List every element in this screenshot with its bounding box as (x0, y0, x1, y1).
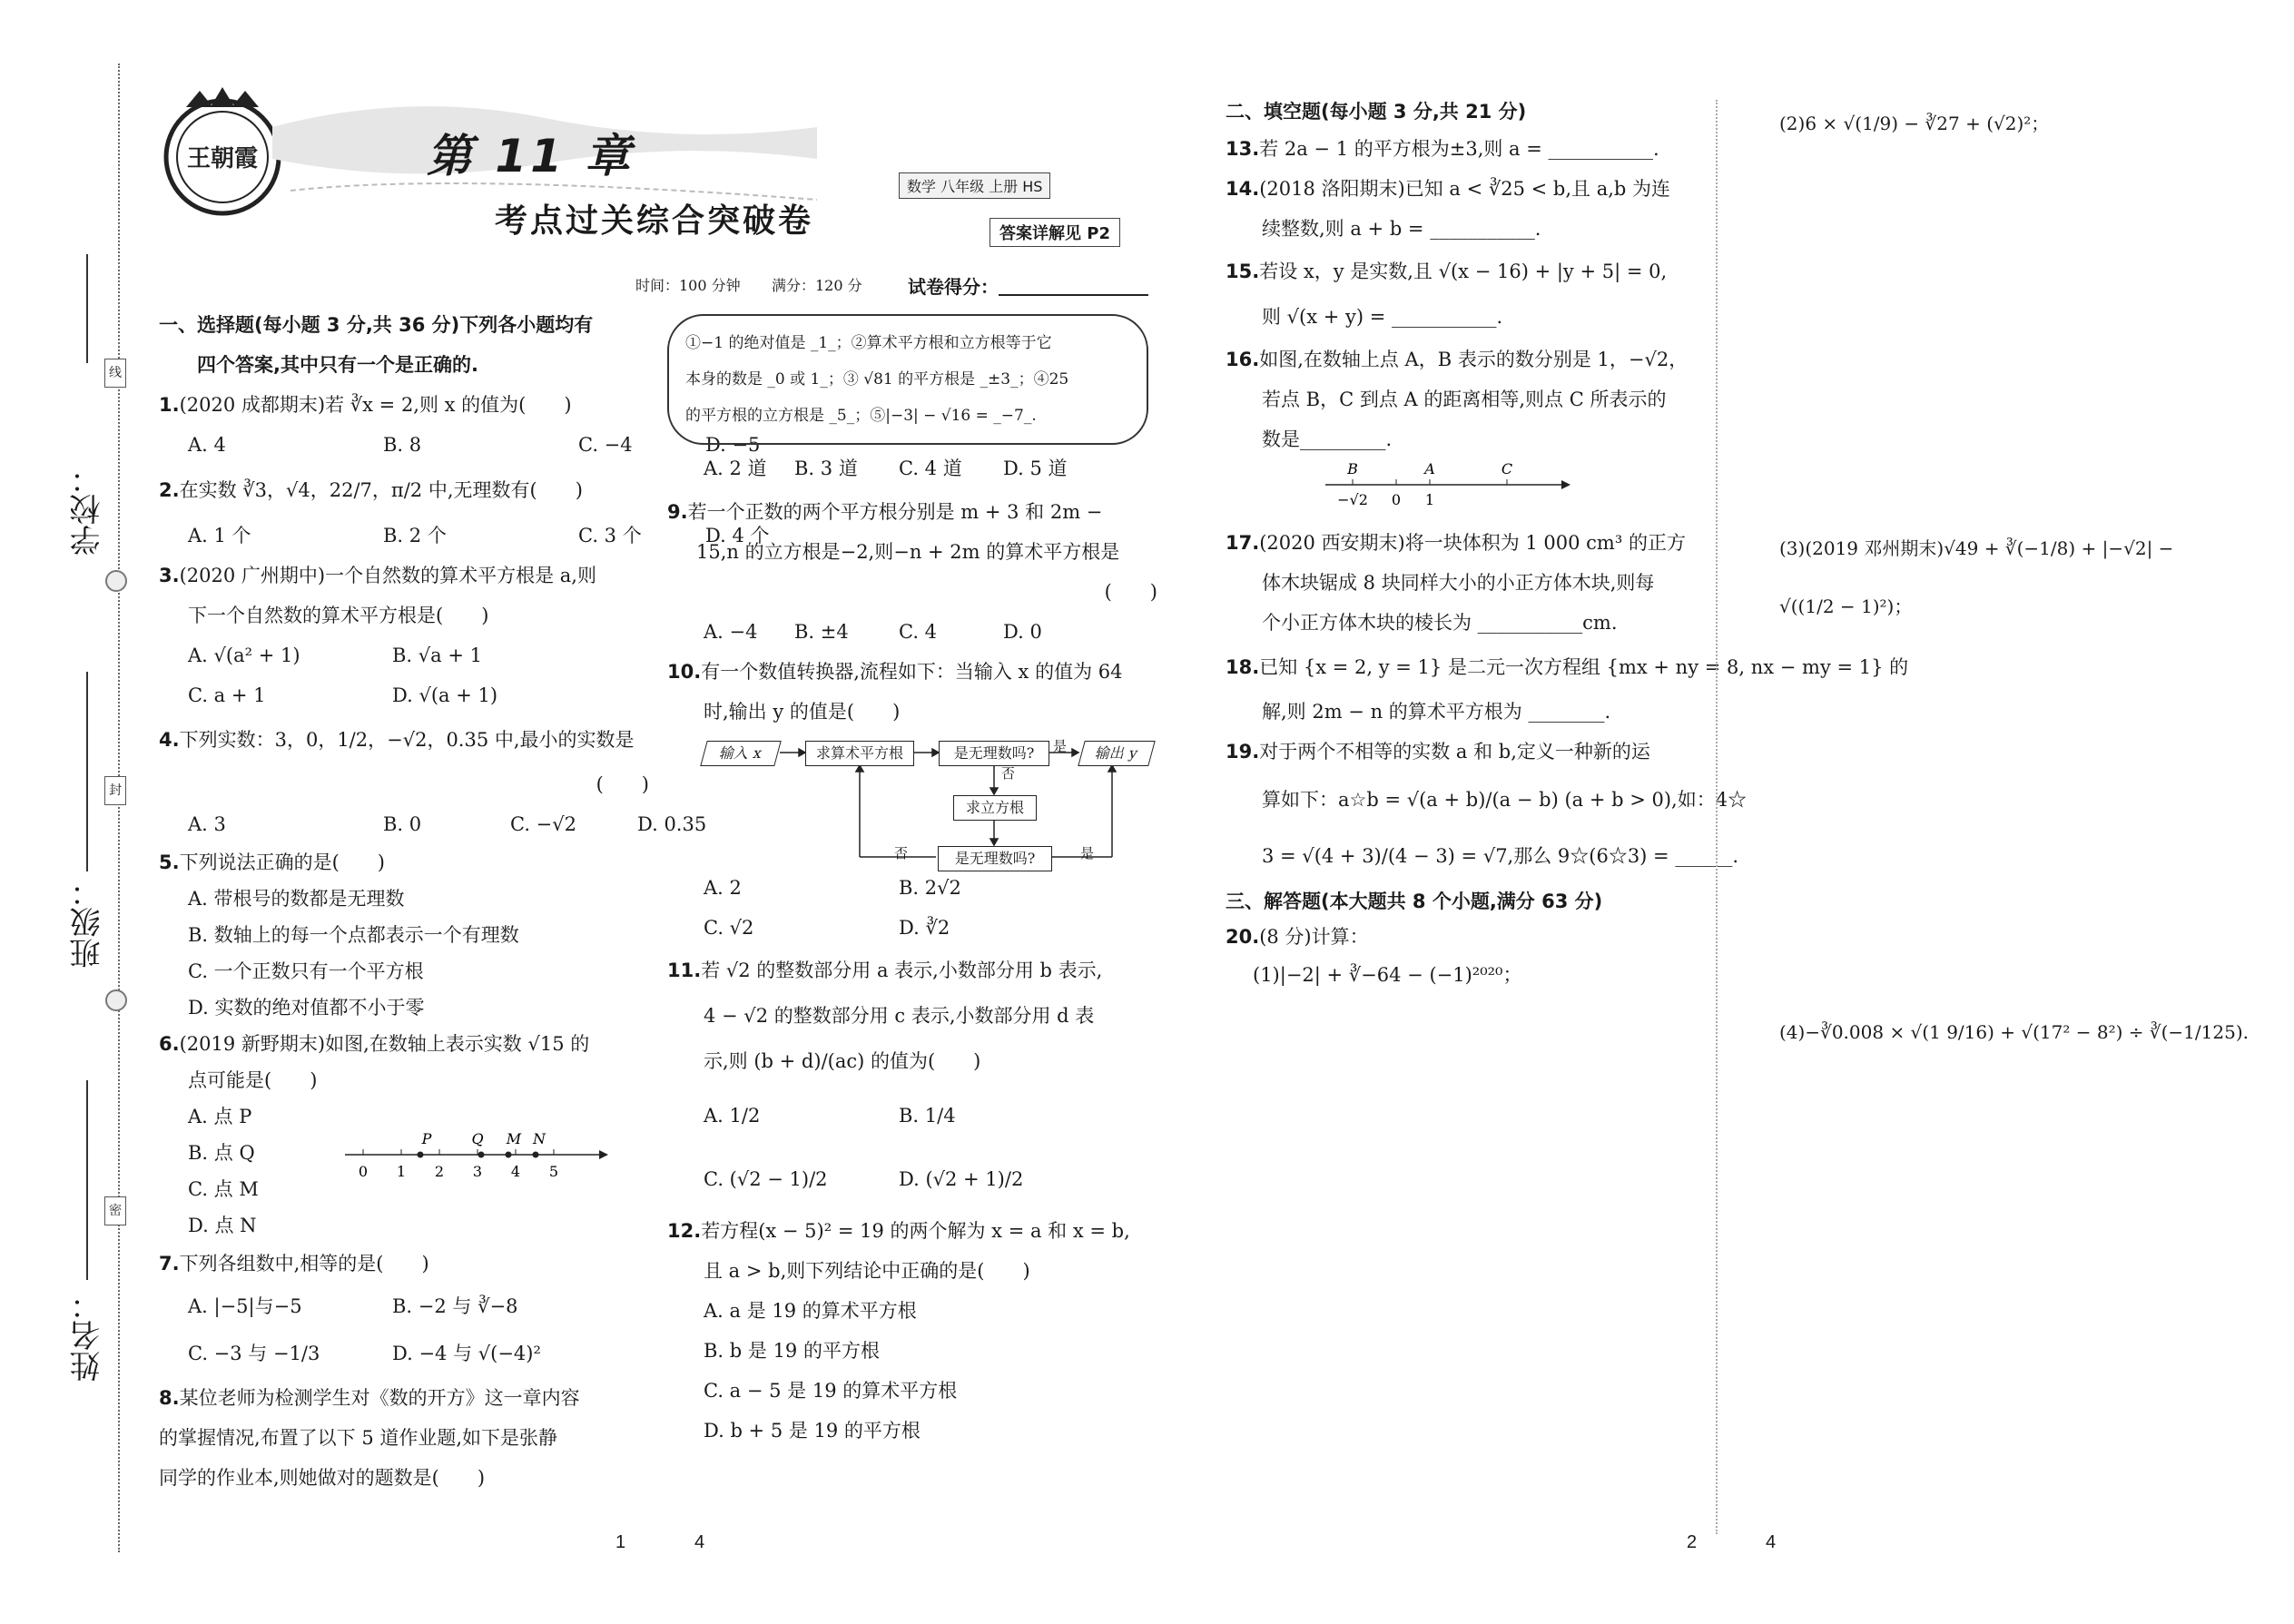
option-a[interactable]: A. 3 (188, 813, 226, 835)
flow-input: 输入 x (700, 741, 782, 766)
answer-reference: 答案详解见 P2 (989, 218, 1120, 247)
flow-yes-1: 是 (1053, 738, 1068, 754)
question-8-line-2: 的掌握情况,布置了以下 5 道作业题,如下是张静 (159, 1427, 558, 1449)
homework-box (667, 314, 1148, 445)
option-d[interactable]: D. ∛2 (899, 917, 950, 939)
option-d[interactable]: D. √(a + 1) (392, 684, 498, 706)
flow-output: 输出 y (1078, 741, 1156, 766)
option-d[interactable]: D. −4 与 √(−4)² (392, 1343, 541, 1364)
option-a[interactable]: A. 1/2 (704, 1105, 761, 1127)
option-b[interactable]: B. 0 (383, 813, 422, 835)
score-label: 试卷得分： (908, 276, 999, 298)
tick-label: 0 (358, 1163, 369, 1180)
option-c[interactable]: C. √2 (704, 917, 754, 939)
seal-box-xian: 线 (104, 359, 126, 388)
school-underline (86, 254, 88, 363)
question-6: 6.(2019 新野期末)如图,在数轴上表示实数 √15 的 (159, 1033, 590, 1055)
question-9-options (667, 612, 1157, 652)
question-8: 8.某位老师为检测学生对《数的开方》这一章内容 (159, 1387, 580, 1409)
question-19-line-3: 3 = √(4 + 3)/(4 − 3) = √7,那么 9☆(6☆3) = ______. (1262, 845, 1738, 867)
exam-full-score: 满分：120 分 (772, 277, 862, 294)
question-12: 12.若方程(x − 5)² = 19 的两个解为 x = a 和 x = b, (667, 1220, 1130, 1242)
question-5-option-a[interactable]: A. 带根号的数都是无理数 (188, 888, 405, 910)
question-19-line-2: 算如下：a☆b = √(a + b)/(a − b) (a + b > 0),如：4☆ (1262, 789, 1748, 811)
flow-cbrt: 求立方根 (953, 795, 1037, 821)
question-10-options-row-2 (667, 908, 1157, 948)
option-a[interactable]: A. √(a² + 1) (188, 645, 300, 666)
cut-line (118, 64, 120, 1552)
section-1-heading: 一、选择题(每小题 3 分,共 36 分)下列各小题均有 (159, 314, 594, 336)
option-c[interactable]: C. (√2 − 1)/2 (704, 1168, 828, 1190)
tick-label: 2 (434, 1163, 445, 1180)
page-total-right: 4 (1766, 1532, 1777, 1552)
question-20-part-3: (3)(2019 邓州期末)√49 + ∛(−1/8) + |−√2| − (1779, 537, 2174, 559)
option-b[interactable]: B. 2√2 (899, 877, 961, 899)
school-label: 学校： (70, 463, 106, 556)
option-d[interactable]: D. 0 (1003, 621, 1042, 643)
option-a[interactable]: A. 1 个 (188, 525, 251, 546)
question-20-part-4: (4)−∛0.008 × √(1 9/16) + √(17² − 8²) ÷ ∛(−1/125). (1779, 1021, 2249, 1043)
question-20-part-3-line-2: √((1/2 − 1)²)； (1779, 595, 1913, 617)
question-9-line-2: 15,n 的立方根是−2,则−n + 2m 的算术平方根是 (696, 541, 1120, 563)
question-3: 3.(2020 广州期中)一个自然数的算术平方根是 a,则 (159, 565, 596, 586)
flow-sqrt: 求算术平方根 (805, 741, 914, 766)
option-b[interactable]: B. 3 道 (794, 458, 858, 479)
flow-no-1: 否 (1001, 765, 1016, 782)
question-1-options (159, 425, 761, 465)
option-a[interactable]: A. |−5|与−5 (188, 1295, 302, 1317)
option-a[interactable]: A. 2 道 (704, 458, 767, 479)
binding-margin (0, 0, 127, 1624)
question-12-option-d[interactable]: D. b + 5 是 19 的平方根 (704, 1420, 921, 1442)
option-d[interactable]: D. 5 道 (1003, 458, 1068, 479)
question-11: 11.若 √2 的整数部分用 a 表示,小数部分用 b 表示, (667, 960, 1103, 981)
page-number-right: 2 (1687, 1532, 1698, 1552)
class-label: 班级： (70, 876, 106, 969)
question-4-options (159, 804, 707, 844)
score-blank[interactable] (999, 294, 1148, 296)
question-5-option-b[interactable]: B. 数轴上的每一个点都表示一个有理数 (188, 924, 519, 946)
option-a[interactable]: A. 4 (188, 434, 226, 456)
option-b[interactable]: B. √a + 1 (392, 645, 482, 666)
question-3-line-2: 下一个自然数的算术平方根是( ) (188, 605, 489, 626)
question-10: 10.有一个数值转换器,流程如下：当输入 x 的值为 64 (667, 661, 1123, 683)
question-15: 15.若设 x，y 是实数,且 √(x − 16) + |y + 5| = 0, (1226, 261, 1668, 282)
binding-hole-1 (105, 570, 127, 592)
exam-time: 时间：100 分钟 (635, 277, 741, 294)
question-14: 14.(2018 洛阳期末)已知 a < ∛25 < b,且 a,b 为连 (1226, 178, 1671, 200)
name-underline (86, 1080, 88, 1280)
question-11-options-row-1 (667, 1084, 1157, 1147)
seal-box-feng: 封 (104, 776, 126, 805)
question-2: 2.在实数 ∛3，√4，22/7，π/2 中,无理数有( ) (159, 479, 583, 501)
section-1-heading-2: 四个答案,其中只有一个是正确的. (197, 354, 478, 376)
class-underline (86, 672, 88, 871)
question-18-line-2: 解,则 2m − n 的算术平方根为 ________. (1262, 701, 1611, 723)
question-11-line-3: 示,则 (b + d)/(ac) 的值为( ) (704, 1050, 981, 1072)
column-2 (667, 314, 1157, 1451)
option-c[interactable]: C. a + 1 (188, 684, 266, 706)
question-12-line-2: 且 a > b,则下列结论中正确的是( ) (704, 1260, 1030, 1282)
question-10-options-row-1 (667, 868, 1157, 908)
name-label: 姓名： (70, 1289, 106, 1382)
question-7-options-row-1 (159, 1284, 649, 1329)
question-8-options (667, 445, 1157, 492)
homework-line-2: 本身的数是 _0 或 1_；③ √81 的平方根是 _±3_；④25 (685, 370, 1069, 389)
question-2-options (159, 516, 770, 556)
question-18: 18.已知 {x = 2, y = 1} 是二元一次方程组 {mx + ny = 8, nx − my = 1} 的 (1226, 656, 1909, 678)
chapter-title: 第 11 章 (427, 130, 635, 182)
option-d[interactable]: D. −5 (705, 434, 761, 456)
tick-label: 0 (1391, 491, 1402, 508)
question-20: 20.(8 分)计算： (1226, 926, 1369, 948)
question-6-body (159, 1098, 649, 1244)
section-3-heading: 三、解答题(本大题共 8 个小题,满分 63 分) (1226, 891, 1603, 912)
option-b[interactable]: B. 8 (383, 434, 422, 456)
q16-number-line (1325, 459, 1570, 523)
tick-label: 4 (510, 1163, 521, 1180)
point-label: M (506, 1130, 522, 1147)
flow-yes-2: 是 (1080, 845, 1095, 861)
question-3-options-row-1 (159, 635, 649, 675)
question-6-option-d[interactable]: D. 点 N (188, 1215, 257, 1236)
column-divider (1716, 100, 1718, 1534)
section-2-heading: 二、填空题(每小题 3 分,共 21 分) (1226, 101, 1527, 123)
page-total-left: 4 (694, 1532, 705, 1552)
question-17-line-3: 个小正方体木块的棱长为 ___________cm. (1262, 612, 1618, 634)
option-a[interactable]: A. 2 (704, 877, 742, 899)
option-c[interactable]: C. −3 与 −1/3 (188, 1343, 320, 1364)
homework-line-3: 的平方根的立方根是 _5_；⑤|−3| − √16 = _−7_. (685, 407, 1037, 425)
point-label: Q (471, 1130, 484, 1147)
question-5-option-c[interactable]: C. 一个正数只有一个平方根 (188, 960, 424, 982)
question-6-line-2: 点可能是( ) (188, 1069, 318, 1091)
question-6-option-c[interactable]: C. 点 M (188, 1178, 259, 1200)
question-16-line-3: 数是_________. (1262, 428, 1393, 450)
question-6-option-a[interactable]: A. 点 P (188, 1106, 252, 1127)
tick-label: 3 (472, 1163, 483, 1180)
question-19: 19.对于两个不相等的实数 a 和 b,定义一种新的运 (1226, 741, 1650, 763)
q16-figure (1226, 459, 1707, 523)
tick-label: 5 (548, 1163, 559, 1180)
question-7: 7.下列各组数中,相等的是( ) (159, 1253, 429, 1275)
point-label: C (1501, 460, 1513, 477)
tick-label: 1 (396, 1163, 407, 1180)
question-14-line-2: 续整数,则 a + b = ___________. (1262, 218, 1541, 240)
question-5: 5.下列说法正确的是( ) (159, 851, 385, 873)
question-20-part-1: (1)|−2| + ∛−64 − (−1)²⁰²⁰； (1253, 964, 1522, 986)
svg-text:王朝霞: 王朝霞 (186, 145, 259, 172)
question-20-part-2: (2)6 × √(1/9) − ∛27 + (√2)²； (1779, 113, 2050, 134)
option-d[interactable]: D. 4 个 (705, 525, 770, 546)
question-4-paren: ( ) (596, 773, 649, 795)
tick-label: −√2 (1337, 491, 1368, 508)
binding-hole-2 (105, 989, 127, 1011)
question-9: 9.若一个正数的两个平方根分别是 m + 3 和 2m − (667, 501, 1103, 523)
option-c[interactable]: C. −√2 (510, 813, 577, 835)
flow-check-1: 是无理数吗? (939, 741, 1049, 766)
question-11-options-row-2 (667, 1147, 1157, 1211)
option-c[interactable]: C. −4 (578, 434, 633, 456)
question-3-options-row-2 (159, 675, 649, 715)
option-b[interactable]: B. 1/4 (899, 1105, 956, 1127)
option-b[interactable]: B. −2 与 ∛−8 (392, 1295, 518, 1317)
option-c[interactable]: C. 4 (899, 621, 938, 643)
point-label: P (421, 1130, 432, 1147)
question-12-option-c[interactable]: C. a − 5 是 19 的算术平方根 (704, 1380, 958, 1402)
point-label: A (1424, 460, 1435, 477)
page-number-left: 1 (615, 1532, 626, 1552)
question-16: 16.如图,在数轴上点 A，B 表示的数分别是 1，−√2， (1226, 349, 1689, 370)
option-b[interactable]: B. ±4 (794, 621, 849, 643)
question-8-line-3: 同学的作业本,则她做对的题数是( ) (159, 1467, 486, 1489)
subject-tags: 数学 八年级 上册 HS (899, 172, 1050, 199)
flowchart (667, 732, 1157, 868)
point-label: B (1347, 460, 1358, 477)
question-15-line-2: 则 √(x + y) = ___________. (1262, 306, 1503, 328)
question-13: 13.若 2a − 1 的平方根为±3,则 a = ___________. (1226, 138, 1659, 160)
point-label: N (533, 1130, 546, 1147)
option-c[interactable]: C. 4 道 (899, 458, 962, 479)
flow-no-2: 否 (894, 845, 909, 861)
question-1: 1.(2020 成都期末)若 ∛x = 2,则 x 的值为( ) (159, 394, 572, 416)
question-7-options-row-2 (159, 1329, 649, 1378)
homework-line-1: ①−1 的绝对值是 _1_；②算术平方根和立方根等于它 (685, 334, 1052, 352)
option-c[interactable]: C. 3 个 (578, 525, 642, 546)
option-a[interactable]: A. −4 (704, 621, 758, 643)
option-d[interactable]: D. (√2 + 1)/2 (899, 1168, 1024, 1190)
question-6-option-b[interactable]: B. 点 Q (188, 1142, 255, 1164)
q6-number-line (345, 1126, 608, 1189)
flow-check-2: 是无理数吗? (938, 846, 1052, 871)
question-9-paren: ( ) (1104, 581, 1157, 603)
question-17: 17.(2020 西安期末)将一块体积为 1 000 cm³ 的正方 (1226, 532, 1686, 554)
seal-box-mi: 密 (104, 1196, 126, 1225)
question-11-line-2: 4 − √2 的整数部分用 c 表示,小数部分用 d 表 (704, 1005, 1095, 1027)
option-d[interactable]: D. 0.35 (637, 813, 707, 835)
option-b[interactable]: B. 2 个 (383, 525, 447, 546)
tick-label: 1 (1424, 491, 1435, 508)
question-17-line-2: 体木块锯成 8 块同样大小的小正方体木块,则每 (1262, 572, 1655, 594)
question-12-option-b[interactable]: B. b 是 19 的平方根 (704, 1340, 880, 1362)
question-10-line-2: 时,输出 y 的值是( ) (704, 701, 901, 723)
question-16-line-2: 若点 B，C 到点 A 的距离相等,则点 C 所表示的 (1262, 389, 1667, 410)
exam-subtitle: 考点过关综合突破卷 (495, 202, 814, 240)
question-12-option-a[interactable]: A. a 是 19 的算术平方根 (704, 1300, 917, 1322)
question-5-option-d[interactable]: D. 实数的绝对值都不小于零 (188, 997, 425, 1019)
question-4: 4.下列实数：3，0，1/2，−√2，0.35 中,最小的实数是 (159, 729, 635, 751)
